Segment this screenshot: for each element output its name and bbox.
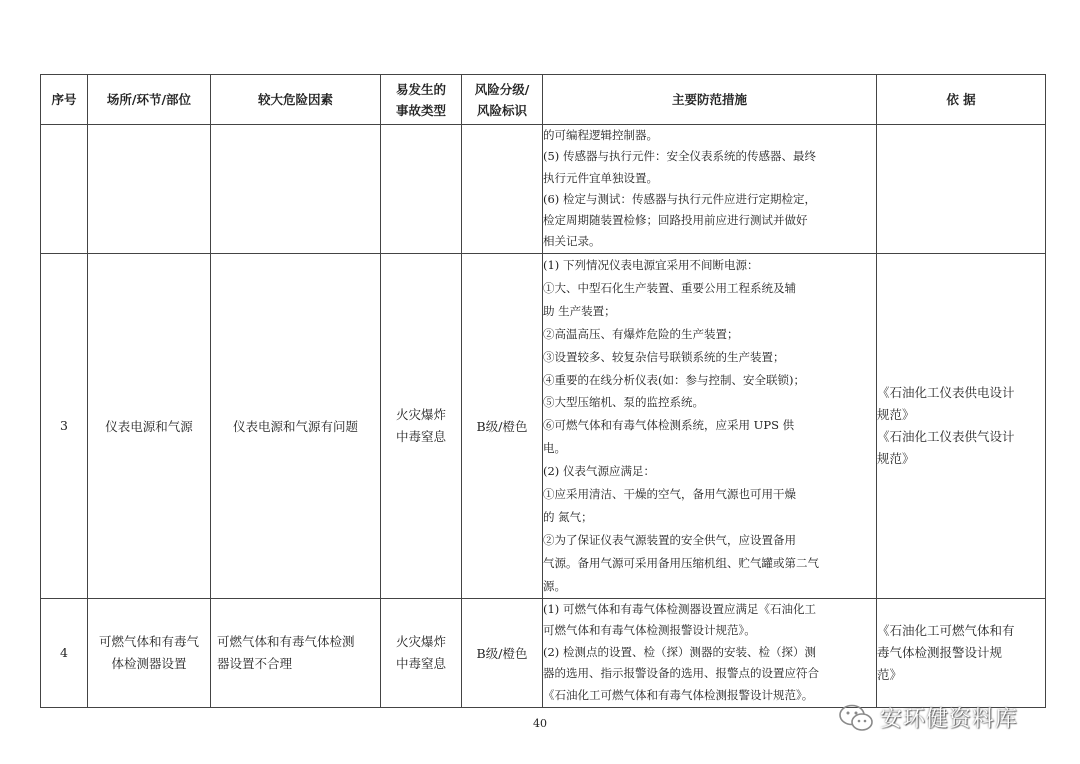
- cell-basis: [877, 598, 1046, 707]
- measure-line: 的可编程逻辑控制器。: [543, 128, 658, 142]
- measure-line: ③设置较多、较复杂信号联锁系统的生产装置；: [543, 349, 785, 364]
- table-row: [41, 598, 1046, 707]
- header-risk-line: 风险标识: [476, 102, 527, 118]
- cell-no: 3: [41, 254, 88, 599]
- measure-line: ②高温高压、有爆炸危险的生产装置；: [543, 326, 739, 341]
- hazard-line: 器设置不合理: [217, 655, 293, 671]
- watermark-text: 安环健资料库: [880, 707, 1019, 732]
- measure-line: (1) 下列情况仪表电源宜采用不间断电源：: [543, 258, 759, 272]
- cell-hazard: [211, 598, 381, 707]
- cell-basis: [877, 125, 1046, 254]
- table-row: [41, 254, 1046, 599]
- measure-line: 相关记录。: [543, 234, 601, 249]
- cell-measures: [543, 125, 877, 254]
- cell-measures: [543, 254, 877, 599]
- place-line: 体检测器设置: [111, 655, 187, 671]
- basis-line: 《石油化工仪表供气设计: [877, 428, 1015, 444]
- cell-risk: B级/橙色: [462, 598, 543, 707]
- cell-no: [41, 125, 88, 254]
- measure-line: ④重要的在线分析仪表(如：参与控制、安全联锁)；: [543, 372, 805, 387]
- basis-line: 毒气体检测报警设计规: [877, 644, 1003, 660]
- header-measures: 主要防范措施: [543, 75, 877, 125]
- basis-line: 《石油化工可燃气体和有: [877, 622, 1015, 638]
- watermark: [838, 702, 1018, 733]
- header-no: 序号: [41, 75, 88, 125]
- measure-line: 电。: [543, 441, 566, 456]
- hazard-table: [40, 74, 1046, 708]
- wechat-icon: [838, 703, 874, 733]
- measure-line: ⑥可燃气体和有毒气体检测系统，应采用 UPS 供: [543, 418, 795, 433]
- basis-line: 《石油化工仪表供电设计: [877, 384, 1015, 400]
- measure-line: ①应采用清洁、干燥的空气，备用气源也可用干燥: [543, 487, 796, 502]
- cell-place: [88, 598, 211, 707]
- measure-line: (2) 检测点的设置、检（探）测器的安装、检（探）测: [543, 644, 816, 659]
- accident-line: 火灾爆炸: [395, 633, 446, 649]
- accident-line: 中毒窒息: [395, 428, 446, 444]
- cell-risk: [462, 125, 543, 254]
- cell-accident: [381, 254, 462, 599]
- cell-accident: [381, 125, 462, 254]
- measure-line: (2) 仪表气源应满足：: [543, 464, 655, 479]
- header-place: 场所/环节/部位: [88, 75, 211, 125]
- measure-line: 的 氮气；: [543, 509, 593, 524]
- cell-hazard: 仪表电源和气源有问题: [211, 254, 381, 599]
- cell-measures: [543, 598, 877, 707]
- header-risk-line: 风险分级/: [474, 81, 530, 97]
- cell-accident: [381, 598, 462, 707]
- header-accident-line: 事故类型: [395, 102, 446, 118]
- table-header-row: [41, 75, 1046, 125]
- page-number: 40: [533, 717, 547, 730]
- measure-line: ②为了保证仪表气源装置的安全供气，应设置备用: [543, 532, 796, 547]
- header-accident-line: 易发生的: [395, 81, 446, 97]
- measure-line: 气源。备用气源可采用备用压缩机组、贮气罐或第二气: [543, 555, 819, 570]
- measure-line: 《石油化工可燃气体和有毒气体检测报警设计规范》。: [543, 687, 814, 702]
- cell-place: 仪表电源和气源: [88, 254, 211, 599]
- cell-no: 4: [41, 598, 88, 707]
- measure-line: 检定周期随装置检修；回路投用前应进行测试并做好: [543, 213, 808, 228]
- measure-line: (6) 检定与测试：传感器与执行元件应进行定期检定，: [543, 191, 816, 206]
- table-row: [41, 125, 1046, 254]
- measure-line: ⑤大型压缩机、泵的监控系统。: [543, 395, 704, 410]
- measure-line: (1) 可燃气体和有毒气体检测器设置应满足《石油化工: [543, 601, 816, 616]
- cell-risk: B级/橙色: [462, 254, 543, 599]
- measure-line: 执行元件宜单独设置。: [543, 170, 658, 185]
- measure-line: 源。: [543, 578, 566, 593]
- accident-line: 火灾爆炸: [395, 406, 446, 422]
- cell-basis: [877, 254, 1046, 599]
- measure-line: 器的选用、指示报警设备的选用、报警点的设置应符合: [543, 666, 819, 681]
- measure-line: (5) 传感器与执行元件：安全仪表系统的传感器、最终: [543, 149, 816, 164]
- cell-place: [88, 125, 211, 254]
- hazard-line: 可燃气体和有毒气体检测: [217, 633, 355, 649]
- cell-hazard: [211, 125, 381, 254]
- basis-line: 规范》: [877, 450, 915, 466]
- measure-line: ①大、中型石化生产装置、重要公用工程系统及辅: [543, 280, 796, 295]
- measure-line: 助 生产装置；: [543, 303, 616, 318]
- accident-line: 中毒窒息: [395, 655, 446, 671]
- measure-line: 可燃气体和有毒气体检测报警设计规范》。: [543, 623, 756, 638]
- header-accident-type: [381, 75, 462, 125]
- basis-line: 范》: [877, 666, 903, 682]
- header-hazard: 较大危险因素: [211, 75, 381, 125]
- header-basis: 依 据: [877, 75, 1046, 125]
- header-risk-level: [462, 75, 543, 125]
- place-line: 可燃气体和有毒气: [98, 633, 199, 649]
- basis-line: 规范》: [877, 406, 915, 422]
